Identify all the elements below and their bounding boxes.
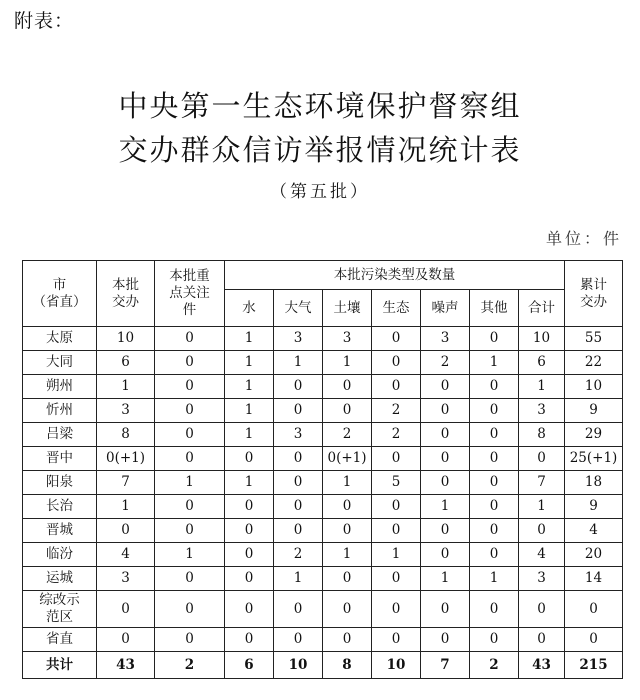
cell-other: 1 xyxy=(470,351,519,375)
cell-city: 综改示 范区 xyxy=(23,591,97,628)
cell-noise: 0 xyxy=(421,375,470,399)
cell-key: 0 xyxy=(155,423,225,447)
cell-ecology: 0 xyxy=(372,351,421,375)
cell-ecology: 0 xyxy=(372,519,421,543)
cell-noise: 1 xyxy=(421,495,470,519)
table-row xyxy=(23,399,623,423)
cell-subtotal: 0 xyxy=(519,591,565,628)
cell-city: 阳泉 xyxy=(23,471,97,495)
cell-cumulative: 4 xyxy=(565,519,623,543)
cell-subtotal: 4 xyxy=(519,543,565,567)
cell-noise: 0 xyxy=(421,543,470,567)
total-soil: 8 xyxy=(323,652,372,679)
cell-key: 0 xyxy=(155,447,225,471)
header-air: 大气 xyxy=(274,290,323,327)
cell-other: 0 xyxy=(470,375,519,399)
cell-soil: 1 xyxy=(323,543,372,567)
cell-soil: 0 xyxy=(323,567,372,591)
cell-city: 省直 xyxy=(23,628,97,652)
cell-other: 0 xyxy=(470,447,519,471)
cell-water: 1 xyxy=(225,423,274,447)
cell-subtotal: 0 xyxy=(519,628,565,652)
table-row xyxy=(23,351,623,375)
cell-city: 太原 xyxy=(23,327,97,351)
cell-ecology: 0 xyxy=(372,495,421,519)
cell-key: 0 xyxy=(155,351,225,375)
header-pollution-group: 本批污染类型及数量 xyxy=(225,261,565,290)
cell-noise: 0 xyxy=(421,423,470,447)
cell-noise: 0 xyxy=(421,447,470,471)
header-cumulative: 累计 交办 xyxy=(565,261,623,327)
cell-water: 0 xyxy=(225,591,274,628)
cell-water: 0 xyxy=(225,447,274,471)
cell-ecology: 0 xyxy=(372,327,421,351)
cell-water: 1 xyxy=(225,351,274,375)
cell-air: 0 xyxy=(274,375,323,399)
cell-soil: 0 xyxy=(323,495,372,519)
cell-air: 0 xyxy=(274,591,323,628)
cell-water: 0 xyxy=(225,519,274,543)
cell-cumulative: 9 xyxy=(565,495,623,519)
cell-batch: 8 xyxy=(97,423,155,447)
cell-city: 朔州 xyxy=(23,375,97,399)
cell-air: 3 xyxy=(274,327,323,351)
cell-subtotal: 10 xyxy=(519,327,565,351)
petition-stats-table xyxy=(22,260,623,679)
cell-air: 0 xyxy=(274,399,323,423)
header-soil: 土壤 xyxy=(323,290,372,327)
cell-ecology: 0 xyxy=(372,567,421,591)
cell-ecology: 0 xyxy=(372,375,421,399)
cell-cumulative: 20 xyxy=(565,543,623,567)
cell-air: 1 xyxy=(274,351,323,375)
cell-key: 1 xyxy=(155,471,225,495)
header-water: 水 xyxy=(225,290,274,327)
header-noise: 噪声 xyxy=(421,290,470,327)
cell-noise: 0 xyxy=(421,471,470,495)
cell-subtotal: 0 xyxy=(519,519,565,543)
cell-noise: 3 xyxy=(421,327,470,351)
cell-batch: 3 xyxy=(97,567,155,591)
cell-soil: 2 xyxy=(323,423,372,447)
cell-soil: 0 xyxy=(323,375,372,399)
total-ecology: 10 xyxy=(372,652,421,679)
cell-key: 0 xyxy=(155,591,225,628)
cell-batch: 1 xyxy=(97,375,155,399)
cell-other: 0 xyxy=(470,628,519,652)
cell-ecology: 0 xyxy=(372,628,421,652)
cell-batch: 0 xyxy=(97,591,155,628)
table-row xyxy=(23,327,623,351)
cell-key: 0 xyxy=(155,519,225,543)
cell-ecology: 5 xyxy=(372,471,421,495)
cell-key: 0 xyxy=(155,375,225,399)
cell-cumulative: 18 xyxy=(565,471,623,495)
table-row xyxy=(23,471,623,495)
cell-batch: 0 xyxy=(97,628,155,652)
cell-key: 0 xyxy=(155,628,225,652)
cell-cumulative: 14 xyxy=(565,567,623,591)
cell-soil: 0 xyxy=(323,399,372,423)
table-row xyxy=(23,423,623,447)
cell-subtotal: 1 xyxy=(519,375,565,399)
cell-water: 1 xyxy=(225,375,274,399)
cell-other: 0 xyxy=(470,423,519,447)
cell-city: 长治 xyxy=(23,495,97,519)
cell-subtotal: 6 xyxy=(519,351,565,375)
total-cumulative: 215 xyxy=(565,652,623,679)
cell-water: 1 xyxy=(225,327,274,351)
cell-soil: 0 xyxy=(323,519,372,543)
cell-noise: 1 xyxy=(421,567,470,591)
cell-other: 0 xyxy=(470,495,519,519)
unit-label: 单位：件 xyxy=(545,229,622,248)
header-ecology: 生态 xyxy=(372,290,421,327)
cell-air: 0 xyxy=(274,628,323,652)
cell-subtotal: 3 xyxy=(519,399,565,423)
table-row xyxy=(23,519,623,543)
cell-batch: 4 xyxy=(97,543,155,567)
total-batch: 43 xyxy=(97,652,155,679)
cell-soil: 1 xyxy=(323,471,372,495)
cell-batch: 6 xyxy=(97,351,155,375)
cell-city: 吕梁 xyxy=(23,423,97,447)
table-row xyxy=(23,375,623,399)
cell-cumulative: 22 xyxy=(565,351,623,375)
batch-label: （第五批） xyxy=(270,182,370,202)
total-noise: 7 xyxy=(421,652,470,679)
cell-other: 0 xyxy=(470,399,519,423)
header-subtotal: 合计 xyxy=(519,290,565,327)
cell-air: 0 xyxy=(274,495,323,519)
header-city: 市 （省直） xyxy=(23,261,97,327)
cell-ecology: 2 xyxy=(372,399,421,423)
header-key-focus: 本批重 点关注 件 xyxy=(155,261,225,327)
cell-key: 1 xyxy=(155,543,225,567)
total-subtotal: 43 xyxy=(519,652,565,679)
cell-key: 0 xyxy=(155,399,225,423)
table-row xyxy=(23,543,623,567)
cell-batch: 1 xyxy=(97,495,155,519)
cell-water: 0 xyxy=(225,495,274,519)
table-row xyxy=(23,447,623,471)
cell-cumulative: 55 xyxy=(565,327,623,351)
cell-cumulative: 0 xyxy=(565,628,623,652)
total-key: 2 xyxy=(155,652,225,679)
header-batch-assigned: 本批 交办 xyxy=(97,261,155,327)
cell-subtotal: 3 xyxy=(519,567,565,591)
cell-soil: 3 xyxy=(323,327,372,351)
header-other: 其他 xyxy=(470,290,519,327)
total-row xyxy=(23,652,623,679)
cell-water: 1 xyxy=(225,399,274,423)
cell-key: 0 xyxy=(155,327,225,351)
annex-label: 附表： xyxy=(14,10,75,32)
cell-air: 2 xyxy=(274,543,323,567)
cell-subtotal: 8 xyxy=(519,423,565,447)
cell-batch: 3 xyxy=(97,399,155,423)
cell-soil: 0 xyxy=(323,591,372,628)
cell-batch: 0 xyxy=(97,519,155,543)
cell-batch: 10 xyxy=(97,327,155,351)
cell-subtotal: 7 xyxy=(519,471,565,495)
cell-cumulative: 10 xyxy=(565,375,623,399)
cell-water: 0 xyxy=(225,567,274,591)
cell-soil: 0(+1) xyxy=(323,447,372,471)
total-air: 10 xyxy=(274,652,323,679)
table-row xyxy=(23,495,623,519)
total-water: 6 xyxy=(225,652,274,679)
total-other: 2 xyxy=(470,652,519,679)
cell-batch: 7 xyxy=(97,471,155,495)
table-row xyxy=(23,567,623,591)
cell-key: 0 xyxy=(155,567,225,591)
cell-ecology: 2 xyxy=(372,423,421,447)
cell-air: 0 xyxy=(274,447,323,471)
cell-other: 0 xyxy=(470,471,519,495)
cell-city: 晋城 xyxy=(23,519,97,543)
cell-noise: 0 xyxy=(421,519,470,543)
cell-other: 0 xyxy=(470,591,519,628)
table-row xyxy=(23,591,623,628)
cell-air: 1 xyxy=(274,567,323,591)
cell-air: 0 xyxy=(274,471,323,495)
cell-ecology: 0 xyxy=(372,447,421,471)
cell-other: 1 xyxy=(470,567,519,591)
cell-subtotal: 0 xyxy=(519,447,565,471)
cell-noise: 0 xyxy=(421,399,470,423)
table-row xyxy=(23,628,623,652)
cell-city: 晋中 xyxy=(23,447,97,471)
cell-noise: 0 xyxy=(421,628,470,652)
cell-city: 忻州 xyxy=(23,399,97,423)
cell-ecology: 0 xyxy=(372,591,421,628)
page-title-line1: 中央第一生态环境保护督察组 xyxy=(118,89,522,123)
cell-water: 0 xyxy=(225,628,274,652)
cell-city: 临汾 xyxy=(23,543,97,567)
cell-water: 0 xyxy=(225,543,274,567)
total-label: 共计 xyxy=(23,652,97,679)
cell-soil: 0 xyxy=(323,628,372,652)
cell-ecology: 1 xyxy=(372,543,421,567)
cell-city: 大同 xyxy=(23,351,97,375)
cell-air: 3 xyxy=(274,423,323,447)
cell-cumulative: 29 xyxy=(565,423,623,447)
cell-noise: 0 xyxy=(421,591,470,628)
page-title-line2: 交办群众信访举报情况统计表 xyxy=(118,133,522,167)
cell-other: 0 xyxy=(470,519,519,543)
cell-noise: 2 xyxy=(421,351,470,375)
cell-water: 1 xyxy=(225,471,274,495)
cell-batch: 0(+1) xyxy=(97,447,155,471)
cell-city: 运城 xyxy=(23,567,97,591)
cell-soil: 1 xyxy=(323,351,372,375)
cell-cumulative: 25(+1) xyxy=(565,447,623,471)
cell-key: 0 xyxy=(155,495,225,519)
cell-cumulative: 9 xyxy=(565,399,623,423)
cell-subtotal: 1 xyxy=(519,495,565,519)
cell-cumulative: 0 xyxy=(565,591,623,628)
cell-air: 0 xyxy=(274,519,323,543)
cell-other: 0 xyxy=(470,543,519,567)
cell-other: 0 xyxy=(470,327,519,351)
